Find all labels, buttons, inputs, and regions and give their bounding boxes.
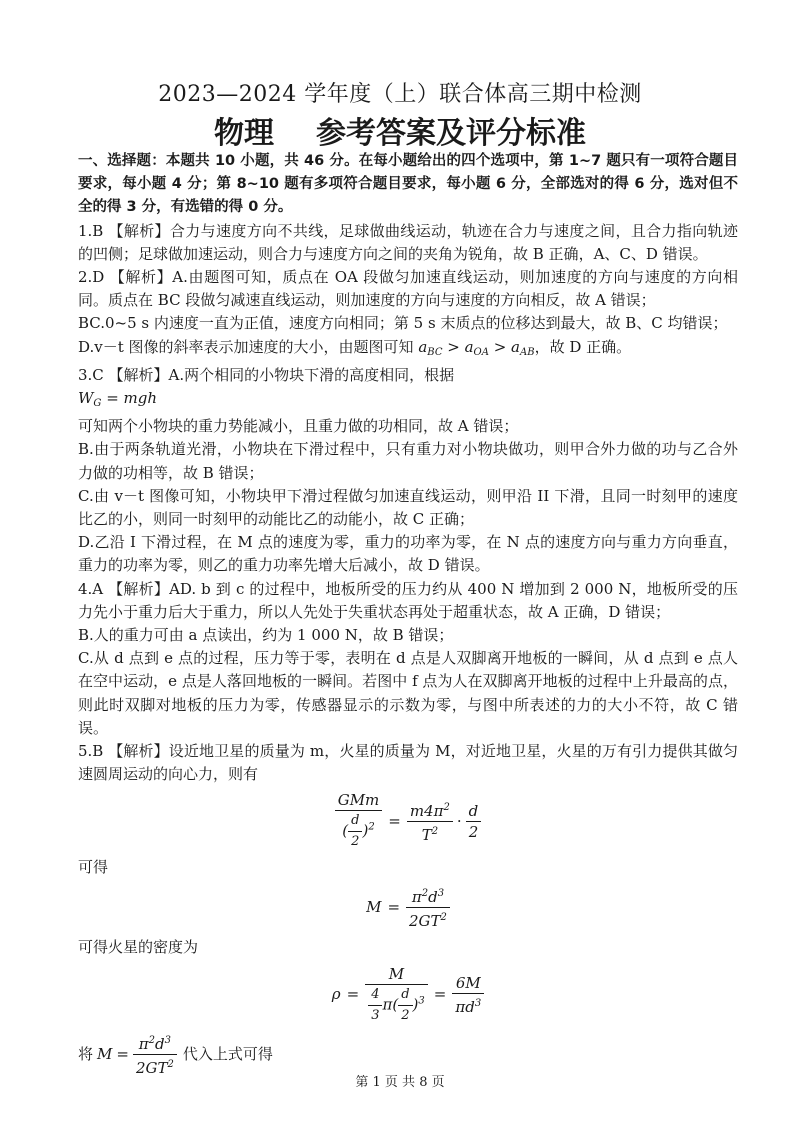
answer-standard-title: 参考答案及评分标准 bbox=[316, 116, 586, 151]
q2-d-post: ，故 D 正确。 bbox=[534, 337, 632, 356]
q2-d-math: $a_{BC} > a_{OA} > a_{AB}$ bbox=[418, 337, 535, 358]
q3-answer-b: B.由于两条轨道光滑，小物块在下滑过程中，只有重力对小物块做功，则甲合外力做的功与乙合外力做的功相等，故 B 错误； bbox=[78, 440, 738, 482]
subject-name: 物理 bbox=[214, 116, 274, 151]
q5-label-density: 可得火星的密度为 bbox=[78, 937, 199, 956]
q3-answer-a: 3.C 【解析】A.两个相同的小物块下滑的高度相同，根据 bbox=[78, 365, 455, 384]
q4-answer-b: B.人的重力可由 a 点读出，约为 1 000 N，故 B 错误； bbox=[78, 626, 454, 645]
q5-equation-mass: M = $\frac{\pi^2d^3}{2GT^2}$ bbox=[78, 880, 738, 936]
q3-answer-a2: 可知两个小物块的重力势能减小，且重力做的功相同，故 A 错误； bbox=[78, 417, 519, 436]
exam-title: 2023—2024 学年度（上）联合体高三期中检测 bbox=[158, 82, 642, 107]
q5-answer-a: 5.B 【解析】设近地卫星的质量为 m，火星的质量为 M，对近地卫星，火星的万有引力提供其做匀速圆周运动的向心力，则有 bbox=[78, 742, 738, 784]
q3-answer-d: D.乙沿 I 下滑过程，在 M 点的速度为零，重力的功率为零，在 N 点的速度方向与重力方向垂直，重力的功率为零，则乙的重力功率先增大后减小，故 D 错误。 bbox=[78, 533, 738, 575]
q5-sub-pre: 将 bbox=[78, 1044, 94, 1063]
q2-answer-a: 2.D 【解析】A.由题图可知，质点在 OA 段做匀加速直线运动，则加速度的方向与速度的方向相同。质点在 BC 段做匀减速直线运动，则加速度的方向与速度的方向相反，故 A 错误； bbox=[78, 268, 738, 310]
q5-label-get: 可得 bbox=[78, 858, 109, 877]
q1-answer: 1.B 【解析】合力与速度方向不共线，足球做曲线运动，轨迹在合力与速度之间，且合力指向轨迹的凹侧；足球做加速运动，则合力与速度方向之间的夹角为锐角，故 B 正确，A、C、D 错误。 bbox=[78, 221, 738, 263]
section1-intro: 一、选择题：本题共 10 小题，共 46 分。在每小题给出的四个选项中，第 1~7 题只有一项符合题目要求，每小题 4 分；第 8~10 题有多项符合题目要求，每小题 6 分，全部选对的得 6 分，选对但不全的得 3 分，有选错的得 0 分。 bbox=[78, 153, 738, 216]
subject-title bbox=[0, 114, 800, 154]
q5-substitute-line: 将 M = $\frac{\pi^2d^3}{2GT^2}$ 代入上式可得 bbox=[78, 1031, 738, 1078]
answer-body bbox=[78, 150, 738, 1078]
q3-answer-c: C.由 v－t 图像可知，小物块甲下滑过程做匀加速直线运动，则甲沿 II 下滑，且同一时刻甲的速度比乙的小，则同一时刻甲的动能比乙的动能小，故 C 正确； bbox=[78, 486, 738, 529]
page-number: 第 1 页 共 8 页 bbox=[355, 1075, 445, 1090]
q2-answer-bc: BC.0~5 s 内速度一直为正值，速度方向相同；第 5 s 末质点的位移达到最大，故 B、C 均错误； bbox=[78, 314, 728, 333]
q3-equation-work: $W_G$ = mgh bbox=[78, 389, 158, 410]
q4-answer-ad: 4.A 【解析】AD. b 到 c 的过程中，地板所受的压力约从 400 N 增加到 2 000 N，地板所受的压力先小于重力后大于重力，所以人先处于失重状态再处于超重状态，故 A 正确，D 错误； bbox=[78, 579, 738, 621]
q4-answer-c: C.从 d 点到 e 点的过程，压力等于零，表明在 d 点是人双脚离开地板的一瞬间，从 d 点到 e 点人在空中运动，e 点是人落回地板的一瞬间。若图中 f 点为人在双脚离开地板的过程中上升最高的点，则此时双脚对地板的压力为零，传感器显示的示数为零，与图中所表述的力的大小不符，故 C 错误。 bbox=[78, 649, 738, 737]
q2-answer-d bbox=[78, 336, 738, 364]
q2-d-pre: D.v－t 图像的斜率表示加速度的大小，由题图可知 bbox=[78, 337, 414, 356]
q5-equation-gravity: GMm ( $\frac{d}{2}$ )$^2$ = $\frac{m4\pi^2}{T^2}$ · $\frac{d}{2}$ bbox=[78, 786, 738, 856]
q5-sub-post: 代入上式可得 bbox=[182, 1044, 273, 1063]
q5-equation-density: ρ = M $\frac{4}{3}$ π( $\frac{d}{2}$ )$^3$ = $\frac{6M}{\pi d^3}$ bbox=[78, 959, 738, 1031]
